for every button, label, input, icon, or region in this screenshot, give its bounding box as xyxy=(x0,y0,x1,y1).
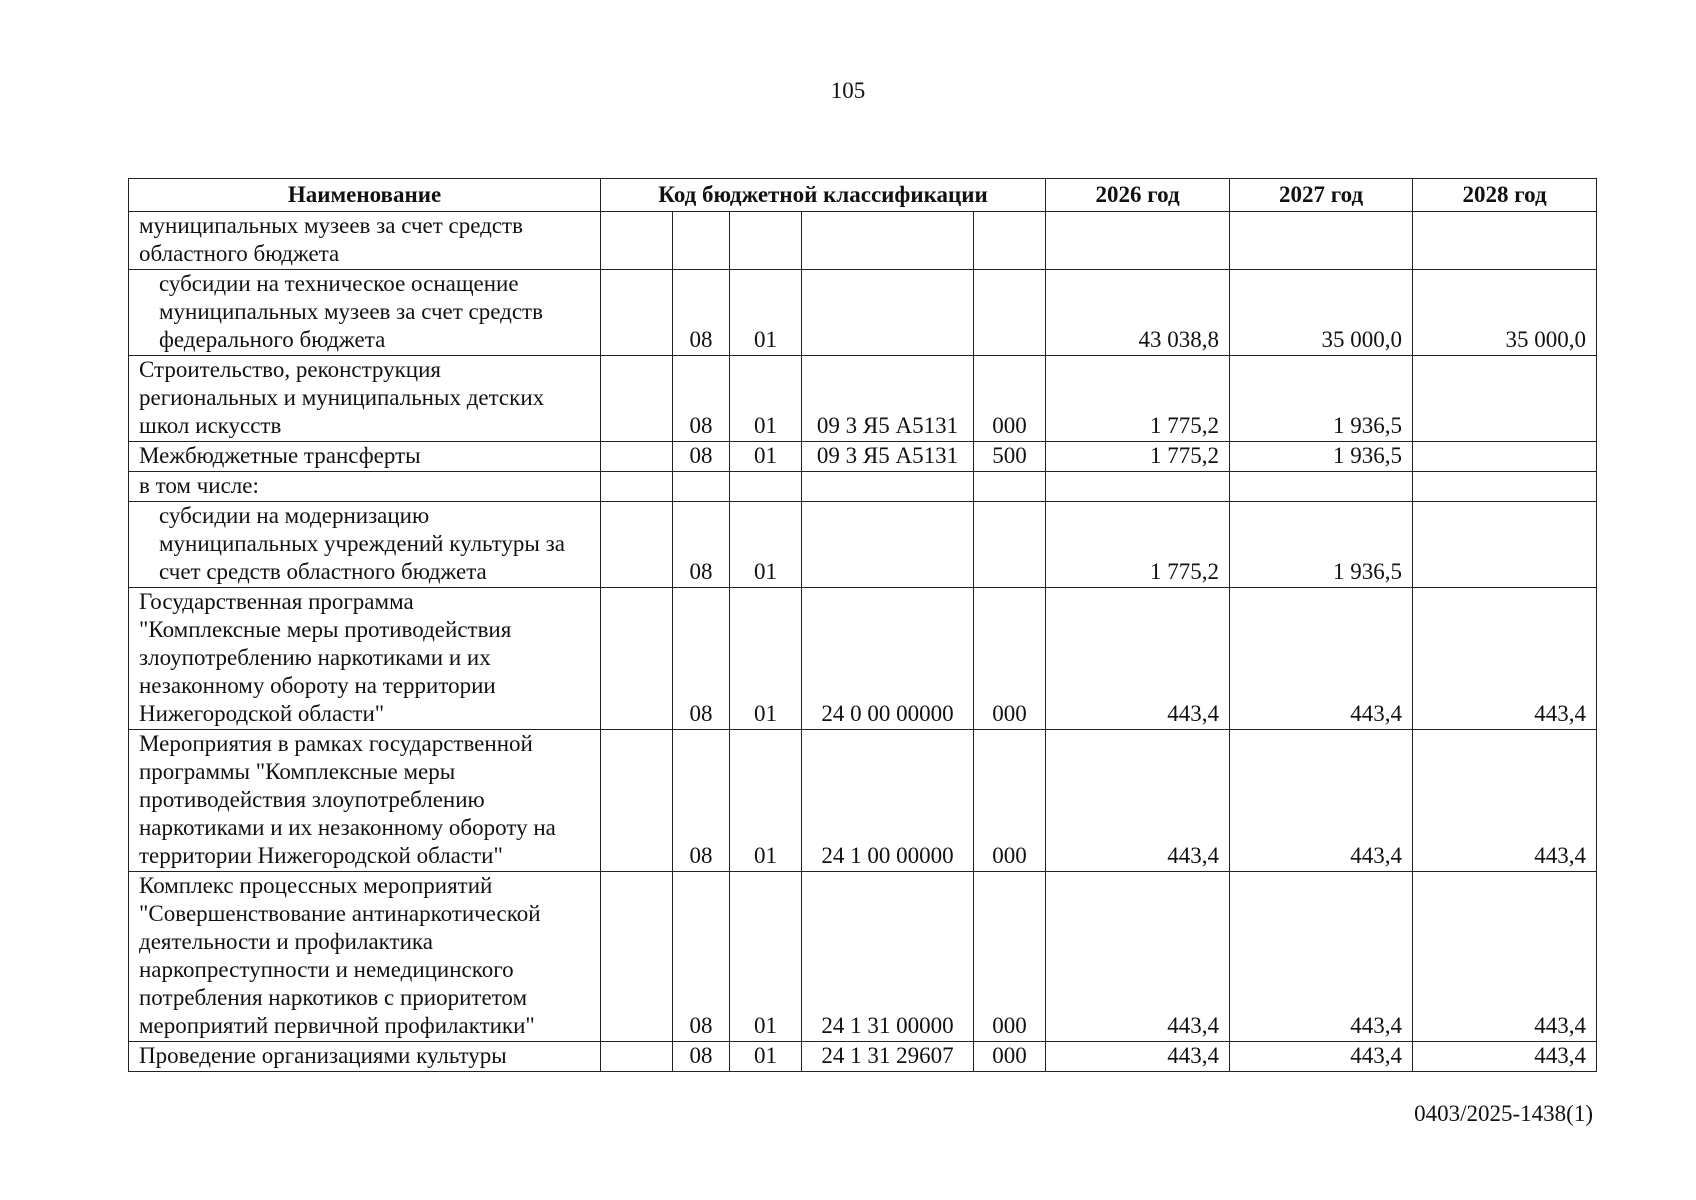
row-name: Проведение организациями культуры xyxy=(129,1042,601,1072)
value-2027: 443,4 xyxy=(1230,730,1413,872)
code-1 xyxy=(601,588,673,730)
code-subsection: 01 xyxy=(730,442,802,472)
value-2028: 443,4 xyxy=(1413,1042,1597,1072)
table-row xyxy=(129,1042,1597,1072)
table-row xyxy=(129,588,1597,730)
table-row xyxy=(129,270,1597,356)
value-2028 xyxy=(1413,356,1597,442)
row-name: субсидии на модернизацию муниципальных учреждений культуры за счет средств областного бюджета xyxy=(129,502,601,588)
code-expense-type xyxy=(974,270,1046,356)
header-2026: 2026 год xyxy=(1046,179,1230,212)
value-2027: 1 936,5 xyxy=(1230,356,1413,442)
code-1 xyxy=(601,442,673,472)
code-1 xyxy=(601,472,673,502)
value-2027: 443,4 xyxy=(1230,588,1413,730)
row-name: субсидии на техническое оснащение муниципальных музеев за счет средств федерального бюджета xyxy=(129,270,601,356)
table-row xyxy=(129,442,1597,472)
row-name: Межбюджетные трансферты xyxy=(129,442,601,472)
value-2027 xyxy=(1230,472,1413,502)
table-row xyxy=(129,356,1597,442)
code-1 xyxy=(601,730,673,872)
value-2028: 35 000,0 xyxy=(1413,270,1597,356)
budget-table xyxy=(128,178,1597,1072)
value-2026: 443,4 xyxy=(1046,588,1230,730)
table-row xyxy=(129,502,1597,588)
value-2026: 43 038,8 xyxy=(1046,270,1230,356)
code-target xyxy=(802,502,974,588)
value-2027: 1 936,5 xyxy=(1230,502,1413,588)
header-name: Наименование xyxy=(129,179,601,212)
row-name: муниципальных музеев за счет средств областного бюджета xyxy=(129,212,601,270)
code-target: 09 3 Я5 А5131 xyxy=(802,356,974,442)
row-name: Мероприятия в рамках государственной программы "Комплексные меры противодействия злоупотреблению наркотиками и их незаконному обороту на территории Нижегородской области" xyxy=(129,730,601,872)
value-2027 xyxy=(1230,212,1413,270)
code-expense-type: 000 xyxy=(974,730,1046,872)
code-target xyxy=(802,270,974,356)
row-name: Комплекс процессных мероприятий "Совершенствование антинаркотической деятельности и профилактика наркопреступности и немедицинского потребления наркотиков с приоритетом мероприятий первичной профилактики" xyxy=(129,872,601,1042)
code-section: 08 xyxy=(673,442,730,472)
table-row xyxy=(129,212,1597,270)
code-subsection: 01 xyxy=(730,588,802,730)
code-target xyxy=(802,472,974,502)
value-2027: 443,4 xyxy=(1230,872,1413,1042)
code-expense-type: 000 xyxy=(974,872,1046,1042)
code-subsection xyxy=(730,472,802,502)
table-row xyxy=(129,872,1597,1042)
code-subsection: 01 xyxy=(730,270,802,356)
header-row xyxy=(129,179,1597,212)
code-section: 08 xyxy=(673,1042,730,1072)
value-2028: 443,4 xyxy=(1413,872,1597,1042)
code-expense-type: 000 xyxy=(974,1042,1046,1072)
code-1 xyxy=(601,212,673,270)
code-target: 24 1 00 00000 xyxy=(802,730,974,872)
value-2026: 1 775,2 xyxy=(1046,442,1230,472)
code-subsection xyxy=(730,212,802,270)
code-section: 08 xyxy=(673,502,730,588)
value-2027: 443,4 xyxy=(1230,1042,1413,1072)
code-1 xyxy=(601,1042,673,1072)
row-name: в том числе: xyxy=(129,472,601,502)
table-row xyxy=(129,730,1597,872)
value-2028 xyxy=(1413,502,1597,588)
code-section: 08 xyxy=(673,588,730,730)
row-name: Государственная программа "Комплексные меры противодействия злоупотреблению наркотиками и их незаконному обороту на территории Нижегородской области" xyxy=(129,588,601,730)
code-target xyxy=(802,212,974,270)
value-2026 xyxy=(1046,472,1230,502)
document-code: 0403/2025-1438(1) xyxy=(1414,1101,1593,1126)
code-subsection: 01 xyxy=(730,356,802,442)
code-section: 08 xyxy=(673,356,730,442)
value-2028 xyxy=(1413,212,1597,270)
header-2027: 2027 год xyxy=(1230,179,1413,212)
table-row xyxy=(129,472,1597,502)
code-target: 24 0 00 00000 xyxy=(802,588,974,730)
code-1 xyxy=(601,872,673,1042)
code-1 xyxy=(601,270,673,356)
value-2028 xyxy=(1413,472,1597,502)
page-number: 105 xyxy=(830,78,866,103)
code-expense-type xyxy=(974,502,1046,588)
code-section: 08 xyxy=(673,872,730,1042)
code-subsection: 01 xyxy=(730,730,802,872)
code-target: 09 3 Я5 А5131 xyxy=(802,442,974,472)
row-name: Строительство, реконструкция региональных и муниципальных детских школ искусств xyxy=(129,356,601,442)
value-2026: 1 775,2 xyxy=(1046,356,1230,442)
code-expense-type: 000 xyxy=(974,356,1046,442)
value-2027: 1 936,5 xyxy=(1230,442,1413,472)
code-target: 24 1 31 29607 xyxy=(802,1042,974,1072)
code-target: 24 1 31 00000 xyxy=(802,872,974,1042)
value-2026: 443,4 xyxy=(1046,1042,1230,1072)
code-section: 08 xyxy=(673,730,730,872)
code-subsection: 01 xyxy=(730,502,802,588)
value-2026: 443,4 xyxy=(1046,730,1230,872)
value-2028: 443,4 xyxy=(1413,730,1597,872)
code-section xyxy=(673,212,730,270)
code-subsection: 01 xyxy=(730,872,802,1042)
code-expense-type: 000 xyxy=(974,588,1046,730)
value-2028: 443,4 xyxy=(1413,588,1597,730)
value-2027: 35 000,0 xyxy=(1230,270,1413,356)
code-1 xyxy=(601,356,673,442)
value-2026 xyxy=(1046,212,1230,270)
value-2026: 1 775,2 xyxy=(1046,502,1230,588)
header-code: Код бюджетной классификации xyxy=(601,179,1046,212)
code-1 xyxy=(601,502,673,588)
code-section: 08 xyxy=(673,270,730,356)
code-expense-type xyxy=(974,472,1046,502)
code-expense-type: 500 xyxy=(974,442,1046,472)
code-section xyxy=(673,472,730,502)
value-2026: 443,4 xyxy=(1046,872,1230,1042)
code-expense-type xyxy=(974,212,1046,270)
value-2028 xyxy=(1413,442,1597,472)
code-subsection: 01 xyxy=(730,1042,802,1072)
header-2028: 2028 год xyxy=(1413,179,1597,212)
